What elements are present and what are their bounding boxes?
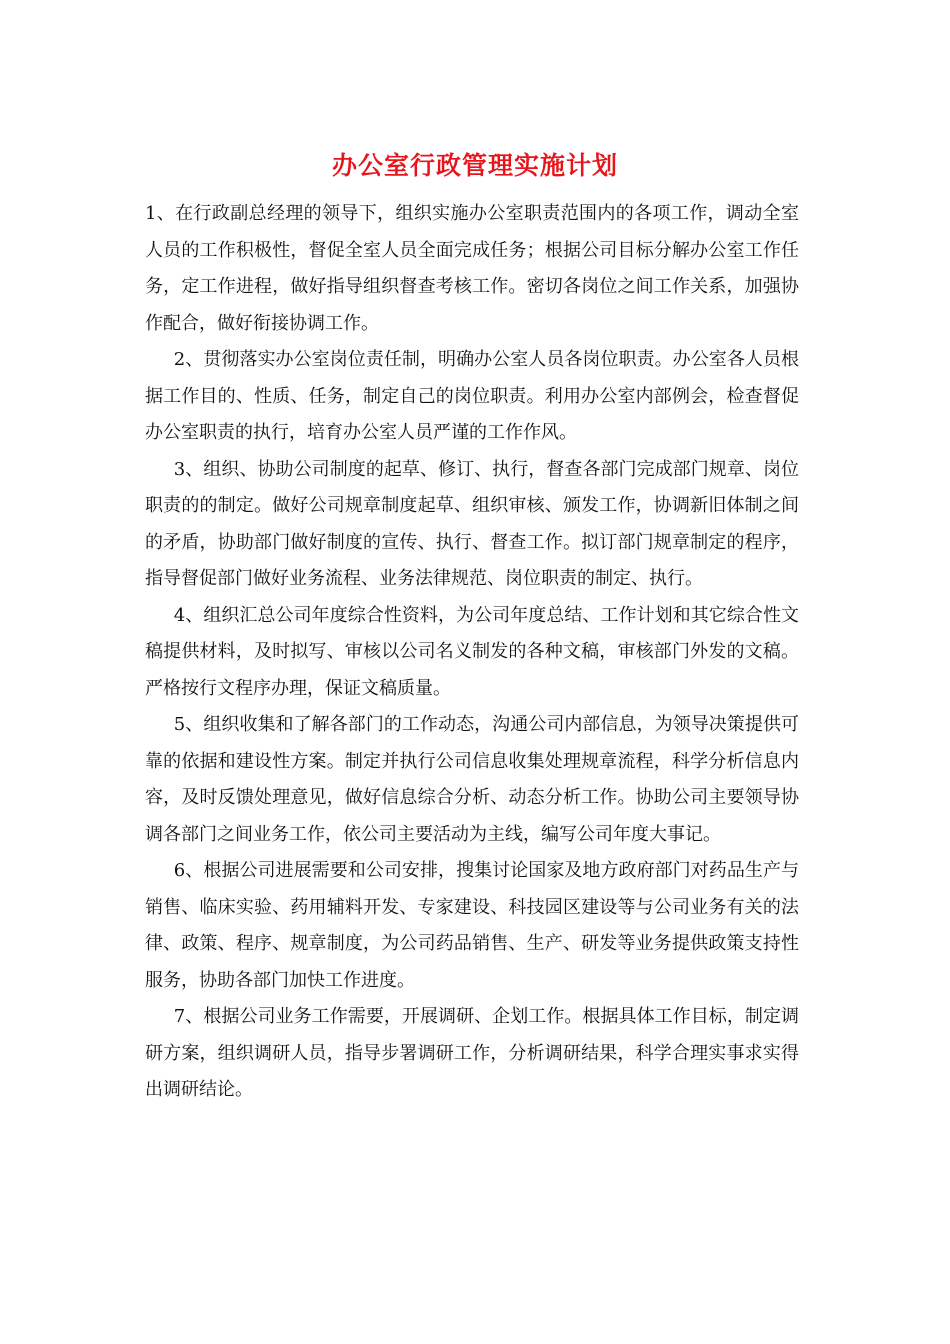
document-body xyxy=(145,196,799,1109)
paragraph-4: 4、组织汇总公司年度综合性资料，为公司年度总结、工作计划和其它综合性文稿提供材料，及时拟写、审核以公司名义制发的各种文稿，审核部门外发的文稿。严格按行文程序办理，保证文稿质量。 xyxy=(145,604,799,699)
paragraph-2: 2、贯彻落实办公室岗位责任制，明确办公室人员各岗位职责。办公室各人员根据工作目的、性质、任务，制定自己的岗位职责。利用办公室内部例会，检查督促办公室职责的执行，培育办公室人员严谨的工作作风。 xyxy=(145,349,799,443)
paragraph-1: 1、在行政副总经理的领导下，组织实施办公室职责范围内的各项工作，调动全室人员的工作积极性，督促全室人员全面完成任务；根据公司目标分解办公室工作任务，定工作进程，做好指导组织督查考核工作。密切各岗位之间工作关系，加强协作配合，做好衔接协调工作。 xyxy=(145,203,799,334)
document-title: 办公室行政管理实施计划 xyxy=(331,151,618,180)
paragraph-7: 7、根据公司业务工作需要，开展调研、企划工作。根据具体工作目标，制定调研方案，组织调研人员，指导步署调研工作，分析调研结果，科学合理实事求实得出调研结论。 xyxy=(145,1006,799,1100)
paragraph-6: 6、根据公司进展需要和公司安排，搜集讨论国家及地方政府部门对药品生产与销售、临床实验、药用辅料开发、专家建设、科技园区建设等与公司业务有关的法律、政策、程序、规章制度，为公司药品销售、生产、研发等业务提供政策支持性服务，协助各部门加快工作进度。 xyxy=(145,860,799,991)
paragraph-5: 5、组织收集和了解各部门的工作动态，沟通公司内部信息，为领导决策提供可靠的依据和建设性方案。制定并执行公司信息收集处理规章流程，科学分析信息内容，及时反馈处理意见，做好信息综合分析、动态分析工作。协助公司主要领导协调各部门之间业务工作，依公司主要活动为主线，编写公司年度大事记。 xyxy=(145,714,799,845)
paragraph-3: 3、组织、协助公司制度的起草、修订、执行，督查各部门完成部门规章、岗位职责的的制定。做好公司规章制度起草、组织审核、颁发工作，协调新旧体制之间的矛盾，协助部门做好制度的宣传、执行、督查工作。拟订部门规章制定的程序，指导督促部门做好业务流程、业务法律规范、岗位职责的制定、执行。 xyxy=(145,458,799,589)
